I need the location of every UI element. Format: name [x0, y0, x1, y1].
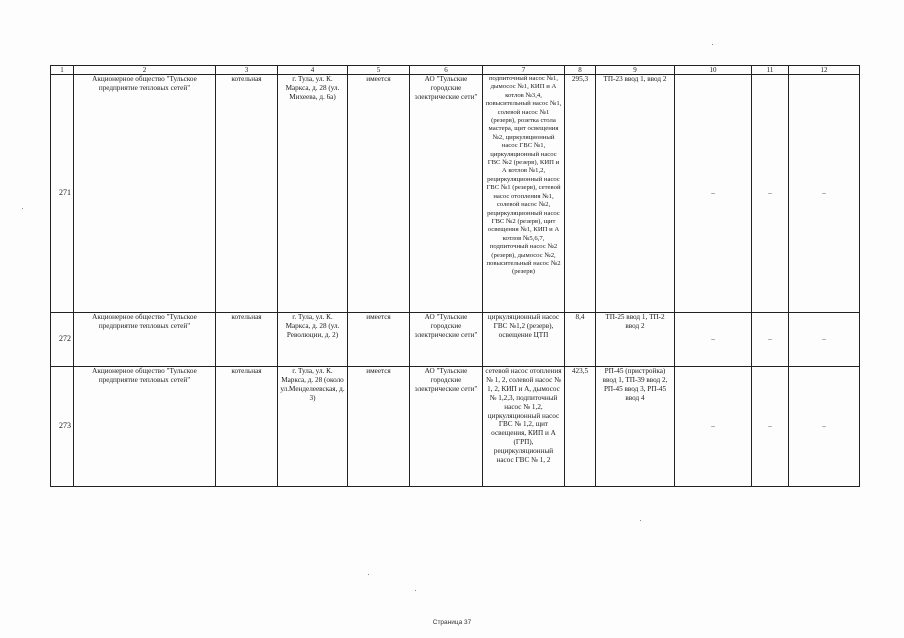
col-number: 2 — [74, 66, 216, 75]
dash-cell: – — [675, 75, 752, 313]
row-number: 272 — [51, 313, 74, 367]
power-cell: 423,5 — [565, 367, 596, 487]
col-number: 8 — [565, 66, 596, 75]
table-row — [51, 75, 860, 313]
dash-cell: – — [789, 75, 860, 313]
equipment-cell: циркуляционный насос ГВС №1,2 (резерв), освещение ЦТП — [483, 313, 565, 367]
equipment-cell: подпиточный насос №1, дымосос №1, КИП и А котлов №3,4, повысительный насос №1, солевой насос №1 (резерв), розетка стола мастера, щит освещения №2, циркуляционный насос ГВС №1, циркуляционный насос ГВС №2 (резерв), КИП и А котлов №1,2, рециркуляционный насос ГВС №1 (резерв), сетевой насос отопления №1, солевой насос №2, рециркуляционный насос ГВС №2 (резерв), щит освещения №1, КИП и А котлов №5,6,7, подпиточный насос №2 (резерв), дымосос №2, повысительный насос №2 (резерв) — [483, 75, 565, 313]
inputs-cell: ТП-25 ввод 1, ТП-2 ввод 2 — [596, 313, 675, 367]
inputs-cell: РП-45 (пристройка) ввод 1, ТП-39 ввод 2, РП-45 ввод 3, РП-45 ввод 4 — [596, 367, 675, 487]
col-number: 7 — [483, 66, 565, 75]
col-number: 1 — [51, 66, 74, 75]
col-number: 12 — [789, 66, 860, 75]
supplier-cell: АО "Тульские городские электрические сети" — [410, 313, 483, 367]
dash-cell: – — [752, 367, 789, 487]
dash-cell: – — [789, 313, 860, 367]
col-number: 9 — [596, 66, 675, 75]
scan-speck — [415, 590, 416, 591]
power-cell: 295,3 — [565, 75, 596, 313]
address-cell: г. Тула, ул. К. Маркса, д. 28 (ул. Революции, д. 2) — [278, 313, 348, 367]
dash-cell: – — [752, 313, 789, 367]
dash-cell: – — [675, 313, 752, 367]
inputs-cell: ТП-23 ввод 1, ввод 2 — [596, 75, 675, 313]
organization-cell: Акционерное общество "Тульское предприятие тепловых сетей" — [74, 367, 216, 487]
power-cell: 8,4 — [565, 313, 596, 367]
col-number: 3 — [216, 66, 278, 75]
facility-type-cell: котельная — [216, 367, 278, 487]
page-number-footer: Страница 37 — [432, 619, 472, 626]
row-number: 273 — [51, 367, 74, 487]
supplier-cell: АО "Тульские городские электрические сети" — [410, 75, 483, 313]
table-row — [51, 313, 860, 367]
organization-cell: Акционерное общество "Тульское предприятие тепловых сетей" — [74, 75, 216, 313]
col-number: 10 — [675, 66, 752, 75]
availability-cell: имеется — [348, 367, 410, 487]
supplier-cell: АО "Тульские городские электрические сети" — [410, 367, 483, 487]
availability-cell: имеется — [348, 313, 410, 367]
organization-cell: Акционерное общество "Тульское предприятие тепловых сетей" — [74, 313, 216, 367]
col-number: 6 — [410, 66, 483, 75]
availability-cell: имеется — [348, 75, 410, 313]
col-number: 4 — [278, 66, 348, 75]
col-number: 5 — [348, 66, 410, 75]
scan-speck — [368, 574, 369, 575]
scan-speck — [640, 520, 641, 521]
column-number-row — [51, 66, 860, 75]
row-number: 271 — [51, 75, 74, 313]
scan-speck — [22, 208, 23, 209]
equipment-cell: сетевой насос отопления № 1, 2, солевой насос № 1, 2, КИП и А, дымосос № 1,2,3, подпиточный насос № 1,2, циркуляционный насос ГВС № 1,2, щит освещения, КИП и А (ГРП), рециркуляционный насос ГВС № 1, 2 — [483, 367, 565, 487]
dash-cell: – — [789, 367, 860, 487]
dash-cell: – — [675, 367, 752, 487]
address-cell: г. Тула, ул. К. Маркса, д. 28 (ул. Михеева, д. 6а) — [278, 75, 348, 313]
address-cell: г. Тула, ул. К. Маркса, д. 28 (около ул.Менделеевская, д. 3) — [278, 367, 348, 487]
table-row — [51, 367, 860, 487]
facility-type-cell: котельная — [216, 75, 278, 313]
dash-cell: – — [752, 75, 789, 313]
col-number: 11 — [752, 66, 789, 75]
facility-type-cell: котельная — [216, 313, 278, 367]
scan-speck — [712, 44, 713, 45]
register-table — [50, 65, 860, 487]
